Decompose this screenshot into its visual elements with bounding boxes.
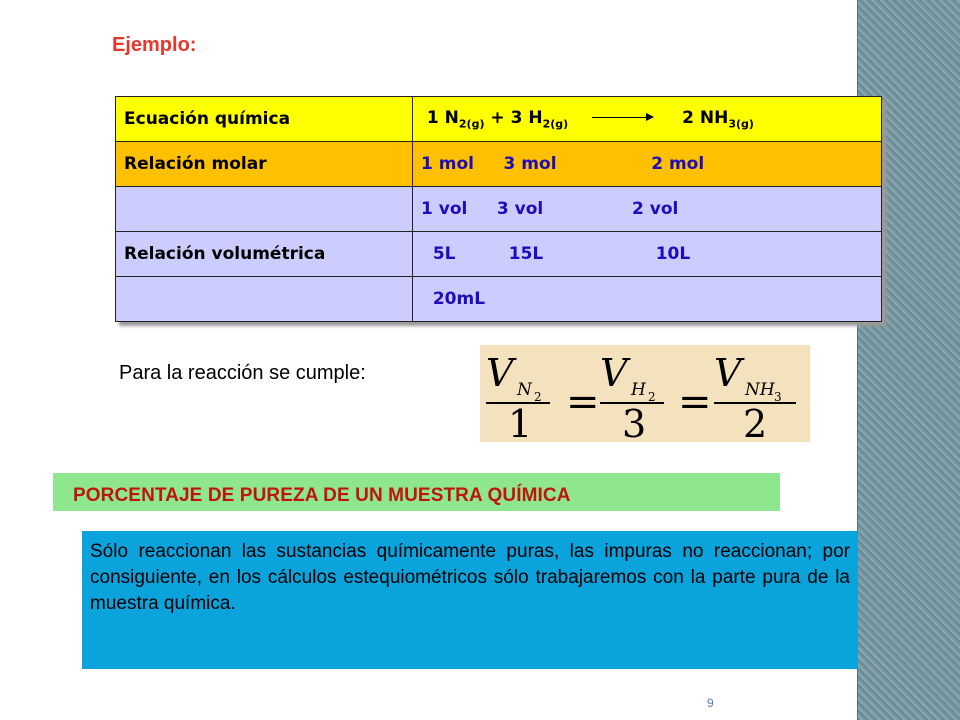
table-row — [116, 187, 882, 232]
row-label: Relación volumétrica — [116, 232, 413, 277]
n2-index: 2 — [534, 390, 542, 404]
section-title-band — [53, 473, 780, 511]
chemical-equation — [413, 97, 882, 142]
row-label — [116, 277, 413, 322]
table-row — [116, 97, 882, 142]
row-value: 1 vol 3 vol 2 vol — [413, 187, 882, 232]
nh3-subscript: NH — [745, 380, 775, 400]
row-value: 5L 15L 10L — [413, 232, 882, 277]
denominator-one: 1 — [508, 402, 533, 442]
denominator-two: 2 — [743, 402, 768, 442]
v-symbol: V — [714, 351, 742, 395]
equals-sign: = — [678, 379, 712, 425]
v-symbol: V — [486, 351, 514, 395]
reactant-n2: 1 N — [421, 107, 459, 128]
table-row — [116, 232, 882, 277]
condition-text: Para la reacción se cumple: — [119, 362, 366, 384]
equals-sign: = — [566, 379, 600, 425]
page-number: 9 — [707, 696, 714, 710]
h2-index: 2 — [648, 390, 656, 404]
reaction-arrow-icon — [592, 117, 652, 118]
stoichiometry-table — [115, 96, 882, 322]
denominator-three: 3 — [622, 402, 647, 442]
v-symbol: V — [600, 351, 628, 395]
nh3-index: 3 — [774, 390, 782, 404]
n2-state: 2(g) — [458, 117, 485, 131]
n2-subscript: N — [517, 380, 532, 400]
explanation-box — [82, 531, 858, 669]
row-label: Ecuación química — [116, 97, 413, 142]
volume-ratio-equation — [480, 345, 810, 442]
reactant-h2: + 3 H — [484, 107, 543, 128]
row-label: Relación molar — [116, 142, 413, 187]
row-label — [116, 187, 413, 232]
product-nh3: 2 NH — [682, 107, 729, 128]
row-value: 20mL — [413, 277, 882, 322]
nh3-state: 3(g) — [728, 117, 754, 131]
section-title: PORCENTAJE DE PUREZA DE UN MUESTRA QUÍMICA — [73, 485, 571, 506]
explanation-text: Sólo reaccionan las sustancias químicamente puras, las impuras no reaccionan; por consiguiente, en los cálculos estequiométricos sólo trabajaremos con la parte pura de la muestra química. — [90, 541, 850, 614]
row-value: 1 mol 3 mol 2 mol — [413, 142, 882, 187]
table-row — [116, 142, 882, 187]
table-row — [116, 277, 882, 322]
h2-state: 2(g) — [542, 117, 569, 131]
slide-heading: Ejemplo: — [112, 34, 197, 56]
h2-subscript: H — [631, 380, 646, 400]
